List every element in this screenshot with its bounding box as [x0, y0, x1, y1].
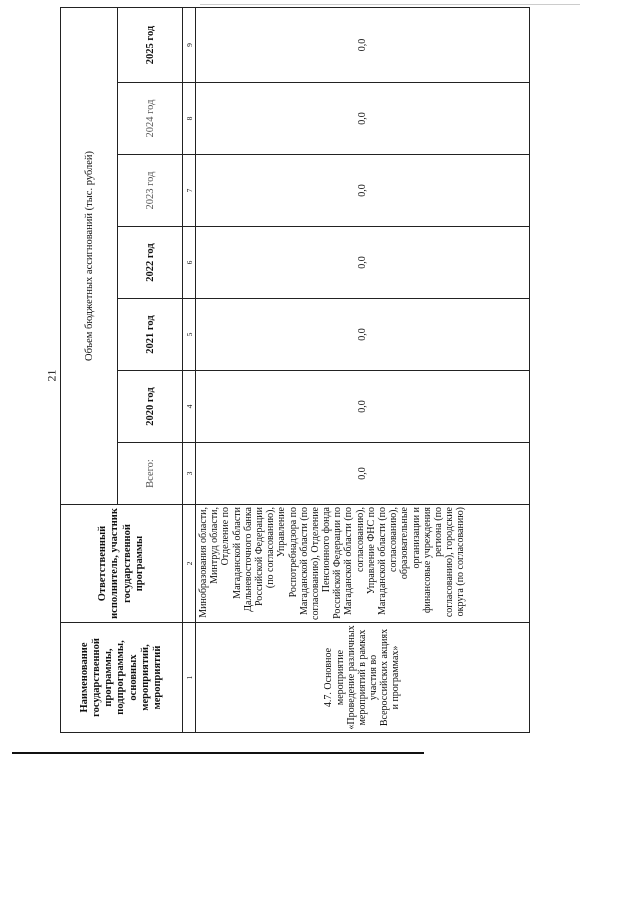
column-number-row	[183, 7, 196, 732]
budget-table-wrapper	[60, 8, 585, 733]
responsible-cell: Минобразования области, Минтруд области, Отделение по Магаданской области Дальневосточного банка Российской Федерации (по согласованию), Управление Роспотребнадзора по Магаданской области (по согласованию), Отделение Пенсионного фонда Российской Федерации по Магаданской области (по согласованию), Управление ФНС по Магаданской области (по согласованию), образовательные организации и финансовые учреждения региона (по согласованию), городские округа (по согласованию)	[196, 505, 530, 623]
header-responsible: Ответственный исполнитель, участник государственной программы	[61, 505, 183, 623]
value-2024: 0,0	[196, 83, 530, 155]
footer-divider	[12, 752, 424, 754]
header-year-2020: 2020 год	[118, 371, 183, 443]
header-year-2023: 2023 год	[118, 155, 183, 227]
header-name: Наименование государственной программы, подпрограммы, основных мероприятий, мероприятий	[61, 623, 183, 733]
column-number: 6	[183, 227, 196, 299]
header-year-2022: 2022 год	[118, 227, 183, 299]
page-number: 21	[44, 369, 59, 382]
header-year-2024: 2024 год	[118, 83, 183, 155]
value-2025: 0,0	[196, 7, 530, 82]
column-number: 7	[183, 155, 196, 227]
header-year-2025: 2025 год	[118, 7, 183, 82]
table-row	[196, 7, 530, 732]
column-number: 8	[183, 83, 196, 155]
column-number: 1	[183, 623, 196, 733]
value-2022: 0,0	[196, 227, 530, 299]
column-number: 4	[183, 371, 196, 443]
page-top-edge	[200, 4, 580, 5]
column-number: 3	[183, 443, 196, 505]
value-total: 0,0	[196, 443, 530, 505]
budget-table	[60, 7, 530, 733]
value-2021: 0,0	[196, 299, 530, 371]
rotated-table-container	[60, 8, 585, 733]
header-budget-group: Объем бюджетных ассигнований (тыс. рублей)	[61, 7, 118, 504]
header-year-2021: 2021 год	[118, 299, 183, 371]
header-total: Всего:	[118, 443, 183, 505]
column-number: 5	[183, 299, 196, 371]
column-number: 2	[183, 505, 196, 623]
header-row-1	[61, 7, 118, 732]
value-2020: 0,0	[196, 371, 530, 443]
value-2023: 0,0	[196, 155, 530, 227]
activity-name-cell: 4.7. Основное мероприятие «Проведение различных мероприятий в рамках участия во Всероссийских акциях и программах»	[196, 623, 530, 733]
column-number: 9	[183, 7, 196, 82]
